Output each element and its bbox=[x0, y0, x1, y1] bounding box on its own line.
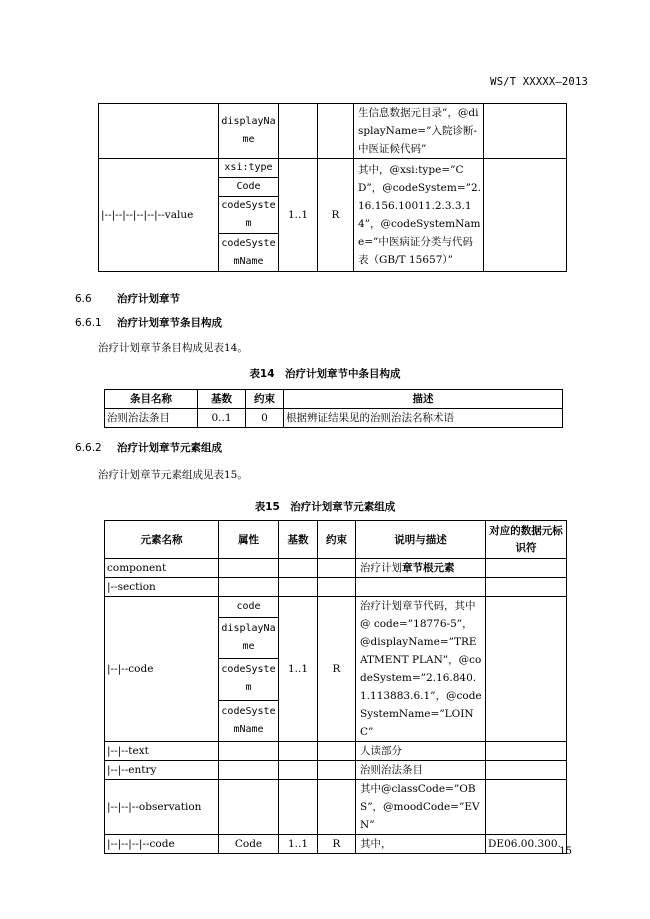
section-number: 6.6.1 bbox=[75, 317, 102, 329]
cardinality-cell: 1..1 bbox=[279, 159, 318, 272]
table-cell bbox=[318, 780, 356, 835]
table-caption: 表15 治疗计划章节元素组成 bbox=[254, 501, 396, 513]
attribute-cell: xsi:type bbox=[219, 159, 279, 178]
table-cell bbox=[279, 104, 318, 159]
table-header-row bbox=[105, 521, 567, 559]
table-cell bbox=[99, 104, 219, 159]
attribute-cell: Code bbox=[219, 835, 279, 854]
attribute-cell: Code bbox=[219, 178, 279, 197]
cardinality-cell: 0..1 bbox=[198, 409, 246, 428]
table-cell bbox=[318, 559, 356, 578]
document-code-header: WS/T XXXXX—2013 bbox=[490, 76, 588, 88]
section-number: 6.6 bbox=[75, 293, 92, 305]
column-header: 描述 bbox=[284, 390, 563, 409]
description-cell: 根据辨证结果见的治则治法名称术语 bbox=[284, 409, 563, 428]
attribute-cell: code bbox=[219, 597, 279, 618]
cardinality-cell: 1..1 bbox=[279, 835, 318, 854]
table-header-row bbox=[105, 390, 563, 409]
table-cell bbox=[318, 742, 356, 761]
description-bold-text: 章节根元素 bbox=[402, 562, 455, 574]
table-row bbox=[105, 597, 567, 618]
table-cell bbox=[484, 159, 567, 272]
section-number: 6.6.2 bbox=[75, 442, 102, 454]
table-cell bbox=[219, 559, 279, 578]
attribute-cell: codeSystemName bbox=[219, 700, 279, 741]
section-heading bbox=[75, 440, 222, 455]
column-header: 元素名称 bbox=[105, 521, 219, 559]
table-cell bbox=[318, 761, 356, 780]
section-title: 治疗计划章节条目构成 bbox=[117, 317, 222, 329]
table-row bbox=[105, 780, 567, 835]
table-cell bbox=[486, 761, 567, 780]
table-cell bbox=[486, 578, 567, 597]
table-cell bbox=[356, 578, 486, 597]
element-name-cell: |--|--code bbox=[105, 597, 219, 742]
description-cell: 其中， bbox=[356, 835, 486, 854]
description-cell bbox=[356, 559, 486, 578]
constraint-cell: 0 bbox=[246, 409, 284, 428]
column-header: 条目名称 bbox=[105, 390, 198, 409]
element-name-cell: |--|--entry bbox=[105, 761, 219, 780]
table-cell bbox=[219, 780, 279, 835]
table-cell bbox=[486, 559, 567, 578]
table-14 bbox=[104, 389, 563, 428]
table-row bbox=[105, 761, 567, 780]
description-cell: 人读部分 bbox=[356, 742, 486, 761]
table-cell bbox=[486, 780, 567, 835]
table-row bbox=[105, 835, 567, 854]
element-name-cell: |--section bbox=[105, 578, 219, 597]
table-cell bbox=[279, 578, 318, 597]
table-cell bbox=[484, 104, 567, 159]
entry-name-cell: 治则治法条目 bbox=[105, 409, 198, 428]
attribute-cell: displayName bbox=[219, 104, 279, 159]
attribute-cell: codeSystem bbox=[219, 197, 279, 234]
table-cell bbox=[318, 578, 356, 597]
constraint-cell: R bbox=[318, 597, 356, 742]
description-cell: 其中@classCode=”OBS”，@moodCode=”EVN” bbox=[356, 780, 486, 835]
table-cell bbox=[219, 578, 279, 597]
table-cell bbox=[219, 761, 279, 780]
table-cell bbox=[219, 742, 279, 761]
table-caption: 表14 治疗计划章节中条目构成 bbox=[249, 368, 401, 380]
table-row bbox=[105, 578, 567, 597]
column-header: 约束 bbox=[318, 521, 356, 559]
table-cell bbox=[279, 742, 318, 761]
element-name-cell: |--|--text bbox=[105, 742, 219, 761]
element-name-cell: |--|--|--observation bbox=[105, 780, 219, 835]
description-cell: 其中，@xsi:type=”CD”，@codeSystem=”2.16.156.10011.2.3.3.14”，@codeSystemName=”中医病证分类与代码表（GB/T 15657）” bbox=[354, 159, 484, 272]
column-header: 基数 bbox=[198, 390, 246, 409]
table-row bbox=[99, 159, 567, 178]
cardinality-cell: 1..1 bbox=[279, 597, 318, 742]
element-name-cell: |--|--|--|--code bbox=[105, 835, 219, 854]
description-cell: 生信息数据元目录”，@displayName=”入院诊断-中医证候代码” bbox=[354, 104, 484, 159]
continued-table bbox=[98, 103, 567, 272]
table-15 bbox=[104, 520, 567, 854]
paragraph: 治疗计划章节元素组成见表15。 bbox=[98, 469, 248, 481]
table-cell bbox=[486, 742, 567, 761]
table-cell bbox=[279, 780, 318, 835]
table-row bbox=[99, 104, 567, 159]
column-header: 基数 bbox=[279, 521, 318, 559]
column-header: 说明与描述 bbox=[356, 521, 486, 559]
table-row bbox=[105, 742, 567, 761]
section-heading bbox=[75, 315, 222, 330]
description-cell: 治则治法条目 bbox=[356, 761, 486, 780]
description-cell: 治疗计划章节代码，其中@ code=”18776-5”，@displayName=”TREATMENT PLAN”，@codeSystem=”2.16.840.1.113883.6.1”，@codeSystemName=”LOINC” bbox=[356, 597, 486, 742]
data-element-id-cell: DE06.00.300. bbox=[486, 835, 567, 854]
table-cell bbox=[486, 597, 567, 742]
table-row bbox=[105, 559, 567, 578]
page-number: 15 bbox=[559, 846, 572, 857]
section-heading bbox=[75, 291, 180, 306]
attribute-cell: displayName bbox=[219, 617, 279, 658]
constraint-cell: R bbox=[318, 159, 354, 272]
section-title: 治疗计划章节元素组成 bbox=[117, 442, 222, 454]
element-name-cell: component bbox=[105, 559, 219, 578]
column-header: 对应的数据元标识符 bbox=[486, 521, 567, 559]
column-header: 属性 bbox=[219, 521, 279, 559]
attribute-cell: codeSystem bbox=[219, 659, 279, 700]
paragraph: 治疗计划章节条目构成见表14。 bbox=[98, 342, 248, 354]
section-title: 治疗计划章节 bbox=[117, 293, 180, 305]
attribute-cell: codeSystemName bbox=[219, 234, 279, 272]
column-header: 约束 bbox=[246, 390, 284, 409]
table-cell bbox=[279, 559, 318, 578]
table-cell bbox=[318, 104, 354, 159]
element-name-cell: |--|--|--|--|--|--value bbox=[99, 159, 219, 272]
table-row bbox=[105, 409, 563, 428]
description-text: 治疗计划 bbox=[360, 562, 402, 574]
constraint-cell: R bbox=[318, 835, 356, 854]
table-cell bbox=[279, 761, 318, 780]
